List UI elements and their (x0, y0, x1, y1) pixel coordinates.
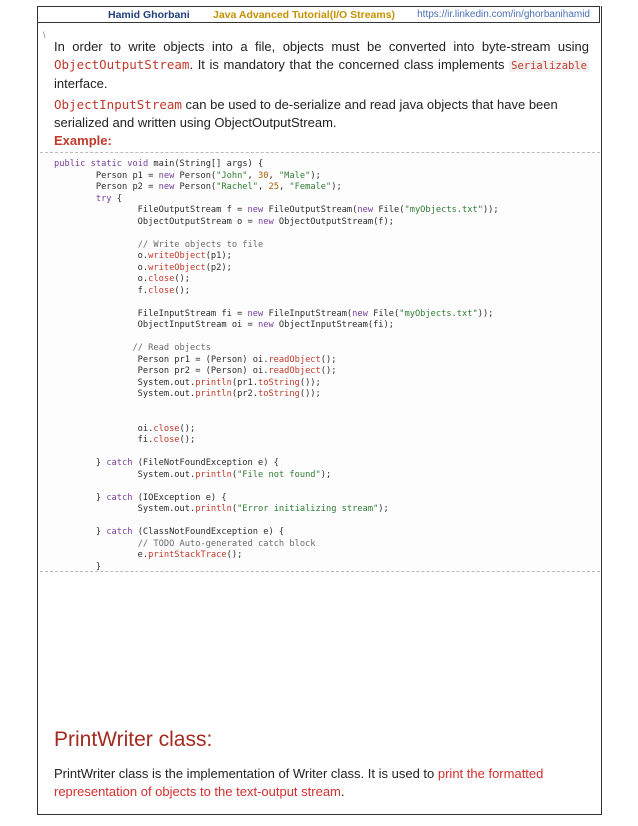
section-title: PrintWriter class: (54, 728, 213, 751)
side-tick: \ (43, 30, 46, 40)
header-title: Java Advanced Tutorial(I/O Streams) (213, 9, 396, 21)
section-text-end: . (340, 784, 345, 799)
code-line: // TODO Auto-generated catch block (137, 538, 316, 549)
code-line: System.out.println(pr2.toString()); (54, 389, 321, 399)
code-line: } catch (ClassNotFoundException e) { (54, 527, 285, 537)
intro-text-1: In order to write objects into a file, objects must be converted into byte-stream using (54, 39, 589, 54)
code-line: ObjectInputStream oi = new ObjectInputStream(fi); (54, 320, 394, 330)
code-line: Person pr1 = (Person) oi.readObject(); (54, 354, 337, 365)
code-block (54, 159, 499, 573)
code-line: fi.close(); (54, 435, 196, 445)
code-line: Person p2 = new Person("Rachel", 25, "Female"); (54, 182, 342, 192)
code-line: } catch (FileNotFoundException e) { (54, 458, 279, 468)
code-line: // Write objects to file (137, 239, 264, 250)
code-line: // Read objects (132, 343, 211, 353)
code-line: Person pr2 = (Person) oi.readObject(); (54, 366, 337, 376)
section-paragraph (54, 765, 589, 801)
intro-code-objectinputstream: ObjectInputStream (54, 97, 182, 112)
header-author: Hamid Ghorbani (108, 9, 190, 21)
section-text: PrintWriter class is the implementation of Writer class. It is used to (54, 766, 438, 781)
code-line: FileInputStream fi = new FileInputStream(new File("myObjects.txt")); (54, 308, 494, 319)
intro-code-objectoutputstream: ObjectOutputStream (54, 57, 190, 72)
code-line: public static void main(String[] args) { (54, 159, 264, 169)
code-line: e.printStackTrace(); (54, 550, 243, 560)
intro-paragraph-2 (54, 96, 589, 132)
section-highlight: print the formatted representation of objects to the text-output stream (54, 766, 544, 799)
code-line: System.out.println("Error initializing stream"); (54, 504, 389, 514)
page-header (37, 6, 600, 23)
code-line: try { (95, 193, 123, 204)
code-line: oi.close(); (54, 423, 196, 434)
code-line: Person p1 = new Person("John", 30, "Male"); (54, 170, 321, 181)
code-line: System.out.println("File not found"); (54, 469, 332, 480)
code-line: System.out.println(pr1.toString()); (54, 377, 321, 388)
intro-text-2: . It is mandatory that the concerned class implements (189, 57, 510, 72)
code-line: o.writeObject(p1); (54, 251, 232, 261)
example-label: Example: (54, 133, 112, 148)
header-link[interactable]: https://ir.linkedin.com/in/ghorbanihamid (417, 9, 590, 20)
intro-paragraph-1 (54, 38, 589, 93)
code-line: } catch (IOException e) { (54, 492, 227, 503)
intro-code-serializable: Serializable (511, 60, 587, 72)
code-line: f.close(); (54, 285, 191, 296)
code-line: } (54, 561, 102, 572)
code-line: o.close(); (54, 274, 191, 284)
code-line: FileOutputStream f = new FileOutputStream(new File("myObjects.txt")); (54, 205, 499, 215)
intro-text-4: can be used to de-serialize and read java objects that have been serialized and written using ObjectOutputStream. (54, 97, 558, 130)
code-line: o.writeObject(p2); (54, 262, 232, 273)
code-line: ObjectOutputStream o = new ObjectOutputStream(f); (54, 216, 394, 227)
intro-text-3: interface. (54, 76, 108, 91)
